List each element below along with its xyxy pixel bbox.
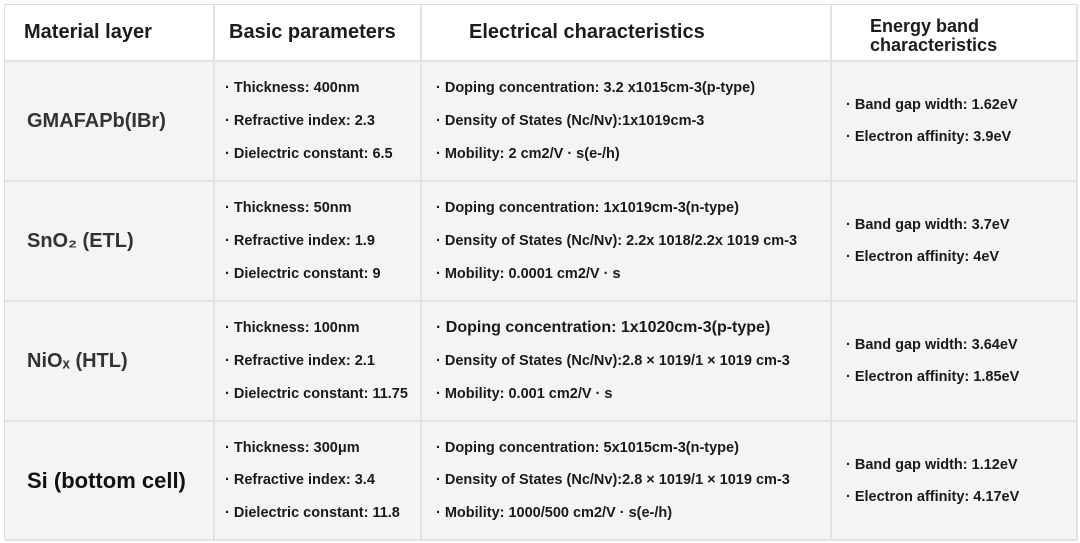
density-of-states-item: · Density of States (Nc/Nv):2.8 × 1019/1 × 1019 cm-3 bbox=[436, 472, 790, 489]
header-basic-parameters: Basic parameters bbox=[215, 5, 422, 62]
energy-list bbox=[832, 422, 1076, 539]
band-gap-item: · Band gap width: 3.64eV bbox=[846, 337, 1018, 353]
dielectric-constant-item: · Dielectric constant: 11.8 bbox=[225, 504, 400, 521]
electron-affinity-item: · Electron affinity: 1.85eV bbox=[846, 369, 1020, 385]
refractive-index-item: · Refractive index: 2.1 bbox=[225, 352, 375, 369]
refractive-index-item: · Refractive index: 1.9 bbox=[225, 232, 375, 249]
density-of-states-item: · Density of States (Nc/Nv):1x1019cm-3 bbox=[436, 112, 705, 129]
parameter-list bbox=[215, 62, 420, 180]
thickness-item: · Thickness: 100nm bbox=[225, 320, 360, 337]
energy-band-cell bbox=[832, 422, 1078, 541]
mobility-item: · Mobility: 1000/500 cm2/V · s(e-/h) bbox=[436, 504, 673, 521]
electron-affinity-item: · Electron affinity: 4eV bbox=[846, 249, 1000, 265]
electron-affinity-item: · Electron affinity: 4.17eV bbox=[846, 488, 1020, 505]
dielectric-constant-item: · Dielectric constant: 9 bbox=[225, 265, 381, 282]
refractive-index-item: · Refractive index: 2.3 bbox=[225, 112, 375, 129]
thickness-item: · Thickness: 300μm bbox=[225, 440, 360, 457]
header-electrical-characteristics: Electrical characteristics bbox=[422, 5, 832, 62]
thickness-item: · Thickness: 50nm bbox=[225, 200, 352, 217]
parameter-list bbox=[215, 182, 420, 300]
band-gap-item: · Band gap width: 1.12eV bbox=[846, 456, 1018, 473]
band-gap-item: · Band gap width: 1.62eV bbox=[846, 97, 1018, 113]
material-cell: SnO₂ (ETL) bbox=[5, 182, 215, 302]
header-material-layer: Material layer bbox=[5, 5, 215, 62]
density-of-states-item: · Density of States (Nc/Nv): 2.2x 1018/2.2x 1019 cm-3 bbox=[436, 232, 798, 249]
electrical-characteristics-cell bbox=[422, 62, 832, 182]
energy-list bbox=[832, 62, 1076, 180]
material-parameters-table bbox=[4, 4, 1077, 540]
dielectric-constant-item: · Dielectric constant: 6.5 bbox=[225, 145, 393, 162]
dielectric-constant-item: · Dielectric constant: 11.75 bbox=[225, 385, 408, 402]
energy-list bbox=[832, 182, 1076, 300]
doping-concentration-item: · Doping concentration: 5x1015cm-3(n-type) bbox=[436, 440, 739, 457]
electrical-characteristics-cell bbox=[422, 182, 832, 302]
thickness-item: · Thickness: 400nm bbox=[225, 80, 360, 97]
density-of-states-item: · Density of States (Nc/Nv):2.8 × 1019/1 × 1019 cm-3 bbox=[436, 352, 790, 369]
doping-concentration-item: · Doping concentration: 1x1020cm-3(p-type) bbox=[436, 319, 771, 337]
mobility-item: · Mobility: 0.0001 cm2/V · s bbox=[436, 265, 621, 282]
basic-parameters-cell bbox=[215, 62, 422, 182]
energy-band-cell bbox=[832, 302, 1078, 422]
doping-concentration-item: · Doping concentration: 1x1019cm-3(n-type) bbox=[436, 200, 739, 217]
electrical-list bbox=[422, 302, 830, 420]
header-energy-band-characteristics: Energy band characteristics bbox=[832, 5, 1078, 62]
basic-parameters-cell bbox=[215, 182, 422, 302]
parameter-list bbox=[215, 422, 420, 539]
energy-list bbox=[832, 302, 1076, 420]
band-gap-item: · Band gap width: 3.7eV bbox=[846, 217, 1010, 233]
energy-band-cell bbox=[832, 182, 1078, 302]
electron-affinity-item: · Electron affinity: 3.9eV bbox=[846, 129, 1012, 145]
parameter-list bbox=[215, 302, 420, 420]
energy-band-cell bbox=[832, 62, 1078, 182]
basic-parameters-cell bbox=[215, 302, 422, 422]
refractive-index-item: · Refractive index: 3.4 bbox=[225, 472, 375, 489]
material-cell: Si (bottom cell) bbox=[5, 422, 215, 541]
electrical-list bbox=[422, 62, 830, 180]
mobility-item: · Mobility: 0.001 cm2/V · s bbox=[436, 385, 613, 402]
doping-concentration-item: · Doping concentration: 3.2 x1015cm-3(p-type) bbox=[436, 80, 756, 97]
electrical-characteristics-cell bbox=[422, 302, 832, 422]
basic-parameters-cell bbox=[215, 422, 422, 541]
mobility-item: · Mobility: 2 cm2/V · s(e-/h) bbox=[436, 145, 620, 162]
material-cell: NiOₓ (HTL) bbox=[5, 302, 215, 422]
electrical-characteristics-cell bbox=[422, 422, 832, 541]
electrical-list bbox=[422, 422, 830, 539]
electrical-list bbox=[422, 182, 830, 300]
material-cell: GMAFAPb(IBr) bbox=[5, 62, 215, 182]
